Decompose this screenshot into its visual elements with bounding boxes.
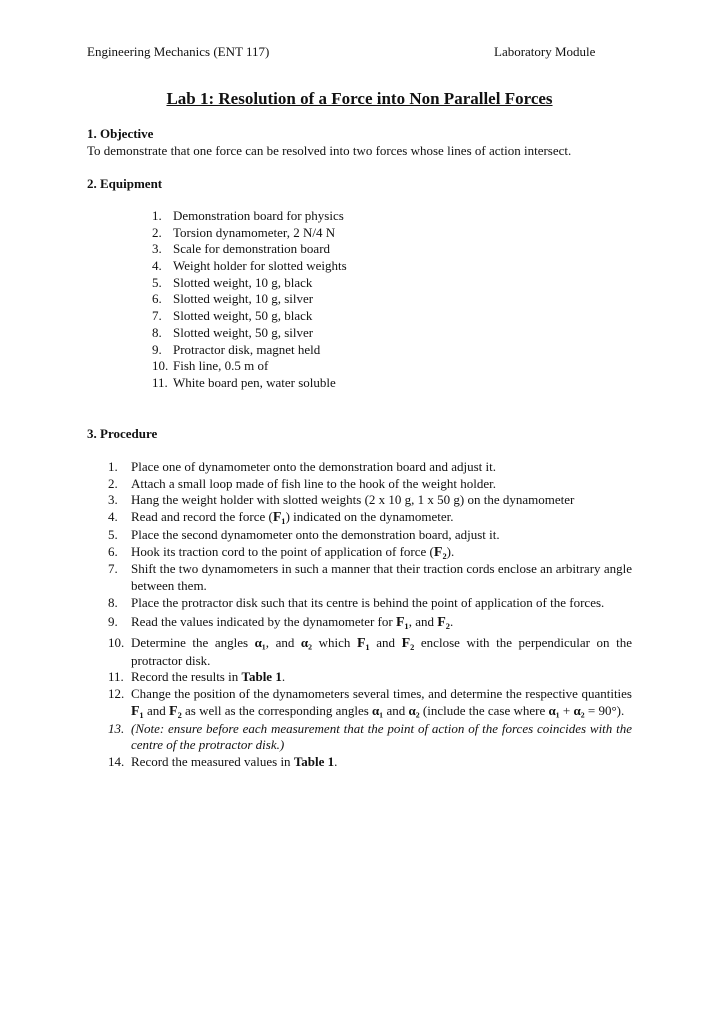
equipment-item <box>152 375 347 392</box>
procedure-note <box>108 721 632 754</box>
procedure-symbol: F₂ <box>433 544 447 560</box>
procedure-text: which <box>312 635 357 651</box>
procedure-symbol: Table 1 <box>241 669 282 685</box>
equipment-item-text: White board pen, water soluble <box>173 374 336 390</box>
procedure-symbol: F₂ <box>169 703 182 719</box>
procedure-step-number: 14. <box>108 753 125 769</box>
procedure-step <box>108 686 632 720</box>
procedure-step-number: 6. <box>108 543 118 559</box>
procedure-symbol: F₁ <box>272 510 286 526</box>
lab-title: Lab 1: Resolution of a Force into Non Parallel Forces <box>166 89 553 108</box>
equipment-item <box>152 291 347 308</box>
equipment-item-text: Demonstration board for physics <box>173 208 344 223</box>
procedure-step-number: 13. <box>108 720 125 736</box>
procedure-text: Record the results in <box>131 669 242 685</box>
equipment-item <box>152 308 347 325</box>
procedure-step-number: 5. <box>108 526 118 542</box>
equipment-item-text: Protractor disk, magnet held <box>173 341 321 357</box>
equipment-item-number: 4. <box>152 258 162 274</box>
procedure-step <box>108 544 632 562</box>
procedure-text: as well as the corresponding angles <box>181 702 373 718</box>
equipment-item-text: Scale for demonstration board <box>173 241 331 257</box>
procedure-symbol: α₁ <box>254 635 266 651</box>
equipment-item-text: Fish line, 0.5 m of <box>173 358 269 374</box>
procedure-symbol: α₁ <box>372 702 384 718</box>
equipment-item-number: 8. <box>152 324 162 340</box>
objective-text: To demonstrate that one force can be resolved into two forces whose lines of action intersect. <box>87 143 572 158</box>
procedure-step-number: 1. <box>108 459 118 474</box>
procedure-step <box>108 635 632 669</box>
procedure-text: Hook its traction cord to the point of application of force ( <box>131 543 434 559</box>
procedure-text: Place the protractor disk such that its centre is behind the point of application of the forces. <box>131 594 605 610</box>
equipment-item-text: Slotted weight, 50 g, black <box>173 308 313 324</box>
procedure-text: ). <box>446 543 455 559</box>
procedure-symbol: F₁ <box>356 636 370 652</box>
equipment-item-text: Slotted weight, 50 g, silver <box>173 324 314 340</box>
equipment-item <box>152 342 347 359</box>
equipment-item-number: 6. <box>152 291 162 307</box>
procedure-heading: 3. Procedure <box>87 426 158 441</box>
procedure-list <box>108 459 632 771</box>
procedure-step <box>108 595 632 612</box>
equipment-item-number: 7. <box>152 308 162 324</box>
procedure-text: Record the measured values in <box>131 753 294 769</box>
equipment-item <box>152 325 347 342</box>
procedure-step <box>108 527 632 544</box>
equipment-item-number: 10. <box>152 358 169 374</box>
procedure-step-number: 10. <box>108 635 125 651</box>
procedure-text: enclose with the perpendicular on the protractor disk. <box>131 635 632 668</box>
procedure-step-number: 12. <box>108 686 125 702</box>
procedure-text: Place the second dynamometer onto the demonstration board, adjust it. <box>131 526 500 542</box>
procedure-step <box>108 509 632 527</box>
procedure-step <box>108 561 632 594</box>
procedure-step <box>108 754 632 771</box>
procedure-step <box>108 459 632 476</box>
equipment-item-number: 11. <box>152 374 168 390</box>
equipment-item-text: Slotted weight, 10 g, silver <box>173 291 314 307</box>
procedure-step-number: 11. <box>108 669 124 685</box>
objective-heading: 1. Objective <box>87 126 154 141</box>
procedure-text: , and <box>265 635 301 651</box>
equipment-item-number: 3. <box>152 241 162 257</box>
procedure-symbol: α₁ <box>548 702 560 718</box>
procedure-symbol: F₁ <box>395 615 409 631</box>
equipment-item-number: 5. <box>152 274 162 290</box>
procedure-text: Shift the two dynamometers in such a manner that their traction cords enclose an arbitrary angle between them. <box>131 561 632 593</box>
procedure-symbol: α₂ <box>300 635 313 651</box>
procedure-symbol: Table 1 <box>293 753 335 769</box>
equipment-item <box>152 275 347 292</box>
equipment-item-number: 9. <box>152 341 162 357</box>
procedure-text: . <box>450 614 454 630</box>
equipment-list <box>152 208 347 392</box>
procedure-text: and <box>143 702 170 718</box>
procedure-step-number: 8. <box>108 594 118 610</box>
procedure-text: Determine the angles <box>131 635 255 651</box>
equipment-item-text: Torsion dynamometer, 2 N/4 N <box>173 224 336 240</box>
procedure-text: . <box>334 753 338 769</box>
equipment-item <box>152 258 347 275</box>
procedure-step <box>108 492 632 509</box>
procedure-text: = 90°). <box>584 702 625 718</box>
procedure-step-number: 9. <box>108 614 118 630</box>
procedure-text: ) indicated on the dynamometer. <box>285 509 454 525</box>
procedure-text: + <box>559 702 574 718</box>
equipment-item-text: Weight holder for slotted weights <box>173 258 347 274</box>
procedure-text: and <box>369 635 402 651</box>
equipment-item-number: 1. <box>152 208 162 223</box>
procedure-text: , and <box>408 614 438 630</box>
procedure-step-number: 4. <box>108 509 118 525</box>
procedure-symbol: F₁ <box>131 703 144 719</box>
equipment-item-number: 2. <box>152 224 162 240</box>
procedure-text: (Note: ensure before each measurement that the point of action of the forces coincides with the centre of the protractor disk.) <box>131 720 632 753</box>
header-module: Laboratory Module <box>494 44 596 59</box>
procedure-text: Place one of dynamometer onto the demonstration board and adjust it. <box>131 459 496 474</box>
equipment-item <box>152 208 347 225</box>
procedure-text: Change the position of the dynamometers several times, and determine the respective quantities <box>131 686 632 702</box>
procedure-text: . <box>281 669 286 685</box>
equipment-heading: 2. Equipment <box>87 176 163 191</box>
procedure-text: Hang the weight holder with slotted weights (2 x 10 g, 1 x 50 g) on the dynamometer <box>131 492 575 508</box>
procedure-text: Read the values indicated by the dynamometer for <box>131 614 396 630</box>
procedure-symbol: F₂ <box>437 615 450 631</box>
header-course: Engineering Mechanics (ENT 117) <box>87 44 270 59</box>
procedure-step <box>108 614 632 632</box>
procedure-step-number: 2. <box>108 475 118 491</box>
procedure-symbol: F₂ <box>401 636 415 652</box>
procedure-step-number: 7. <box>108 561 118 577</box>
procedure-text: Read and record the force ( <box>131 509 273 525</box>
procedure-symbol: α₂ <box>408 702 420 718</box>
procedure-step <box>108 476 632 493</box>
procedure-text: (include the case where <box>419 702 549 718</box>
procedure-text: Attach a small loop made of fish line to the hook of the weight holder. <box>131 475 497 491</box>
equipment-item <box>152 225 347 242</box>
procedure-symbol: α₂ <box>573 702 585 718</box>
equipment-item-text: Slotted weight, 10 g, black <box>173 274 313 290</box>
equipment-item <box>152 358 347 375</box>
procedure-text: and <box>383 702 409 718</box>
procedure-step-number: 3. <box>108 492 118 508</box>
procedure-step <box>108 669 632 686</box>
equipment-item <box>152 241 347 258</box>
